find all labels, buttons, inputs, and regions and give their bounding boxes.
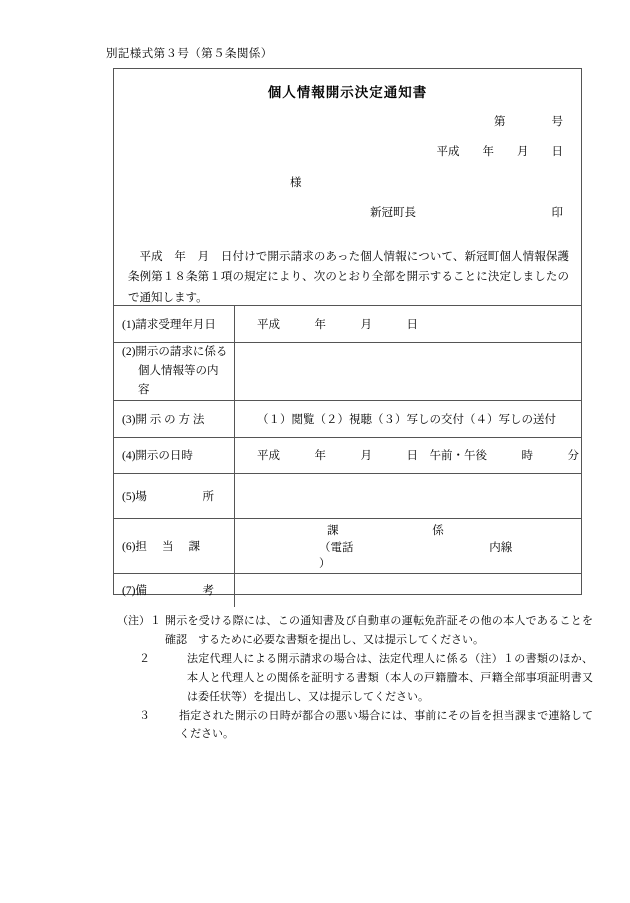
label-disclosure-method: (3)開 示 の 方 法 (122, 413, 205, 426)
body-paragraph: 平成 年 月 日付けで開示請求のあった個人情報について、新冠町個人情報保護条例第１８条第１項の規定により、次のとおり全部を開示することに決定しましたので通知します。 (128, 251, 569, 304)
document-title: 個人情報開示決定通知書 (267, 85, 428, 100)
label-char: 課 (188, 540, 200, 553)
extension-label: 内線 (489, 541, 513, 554)
row-label-cell (114, 518, 235, 573)
row-value-cell[interactable] (235, 400, 582, 437)
row-label-cell (114, 343, 235, 401)
disclosure-detail-table (114, 306, 581, 607)
label-char: (5)場 (122, 490, 147, 503)
row-value-cell[interactable] (235, 518, 582, 573)
row-value-cell[interactable] (235, 343, 582, 401)
department-subunit-label: 係 (432, 524, 444, 537)
table-row (114, 343, 581, 401)
note-marker: ３ (139, 709, 150, 722)
table-row (114, 473, 581, 518)
label-char: (7)備 (122, 585, 147, 598)
note-marker: （注）１ (117, 615, 161, 627)
row-label-cell (114, 473, 235, 518)
row-label-cell (114, 400, 235, 437)
row-label-cell (114, 306, 235, 343)
value-disclosure-method: （１）閲覧（２）視聴（３）写しの交付（４）写しの送付 (257, 413, 556, 426)
note-item (113, 707, 593, 745)
label-char: 所 (202, 490, 214, 503)
seal-marker: 印 (551, 207, 563, 219)
label-request-date: (1)請求受理年月日 (122, 319, 216, 331)
row-label-cell (114, 437, 235, 473)
label-disclosure-content (114, 343, 234, 400)
phone-close-paren: ） (319, 558, 331, 571)
row-label-cell (114, 573, 235, 607)
note-item (113, 650, 593, 707)
label-line-2: 個人情報等の内容 (138, 364, 219, 396)
row-value-cell[interactable] (235, 573, 582, 607)
department-section-line (235, 523, 573, 540)
form-number-label: 別記様式第３号（第５条関係） (106, 48, 273, 60)
table-row (114, 573, 581, 607)
label-remarks (114, 582, 234, 598)
issuer-name: 新冠町長 (370, 207, 416, 219)
notes-section (113, 612, 593, 744)
row-value-cell[interactable] (235, 437, 582, 473)
row-value-cell[interactable] (235, 473, 582, 518)
label-char: (6)担 (122, 540, 147, 553)
note-text: 指定された開示の日時が都合の悪い場合には、事前にその旨を担当課まで連絡してください。 (179, 709, 593, 741)
value-disclosure-datetime: 平成 年 月 日 午前・午後 時 分 (257, 450, 579, 463)
note-text: 法定代理人による開示請求の場合は、法定代理人に係る（注）１の書類のほか、本人と代理人との関係を証明する書類（本人の戸籍謄本、戸籍全部事項証明書又は委任状等）を提出し、又は提示してください。 (187, 652, 593, 703)
table-row (114, 400, 581, 437)
note-marker: ２ (139, 652, 150, 665)
label-disclosure-datetime: (4)開示の日時 (122, 450, 193, 463)
addressee-honorific: 様 (290, 177, 302, 189)
table-row (114, 306, 581, 343)
note-item (113, 612, 593, 650)
document-number-line: 第 号 (494, 116, 563, 128)
table-row (114, 437, 581, 473)
document-date-line: 平成 年 月 日 (436, 146, 563, 158)
label-char: 当 (161, 540, 174, 553)
phone-label: （電話 (319, 541, 354, 554)
label-line-1: (2)開示の請求に係る (122, 346, 228, 358)
label-place (114, 488, 234, 504)
department-fields (235, 519, 581, 573)
form-frame (113, 68, 582, 598)
form-header-block (114, 69, 581, 306)
label-department (114, 538, 234, 554)
department-unit-label: 課 (327, 524, 339, 537)
row-value-cell[interactable] (235, 306, 582, 343)
department-phone-line (235, 540, 573, 573)
value-request-date: 平成 年 月 日 (257, 319, 418, 331)
note-text: 開示を受ける際には、この通知書及び自動車の運転免許証その他の本人であることを確認 するために必要な書類を提出し、又は提示してください。 (165, 615, 593, 646)
label-char: 考 (202, 585, 214, 598)
table-row (114, 518, 581, 573)
